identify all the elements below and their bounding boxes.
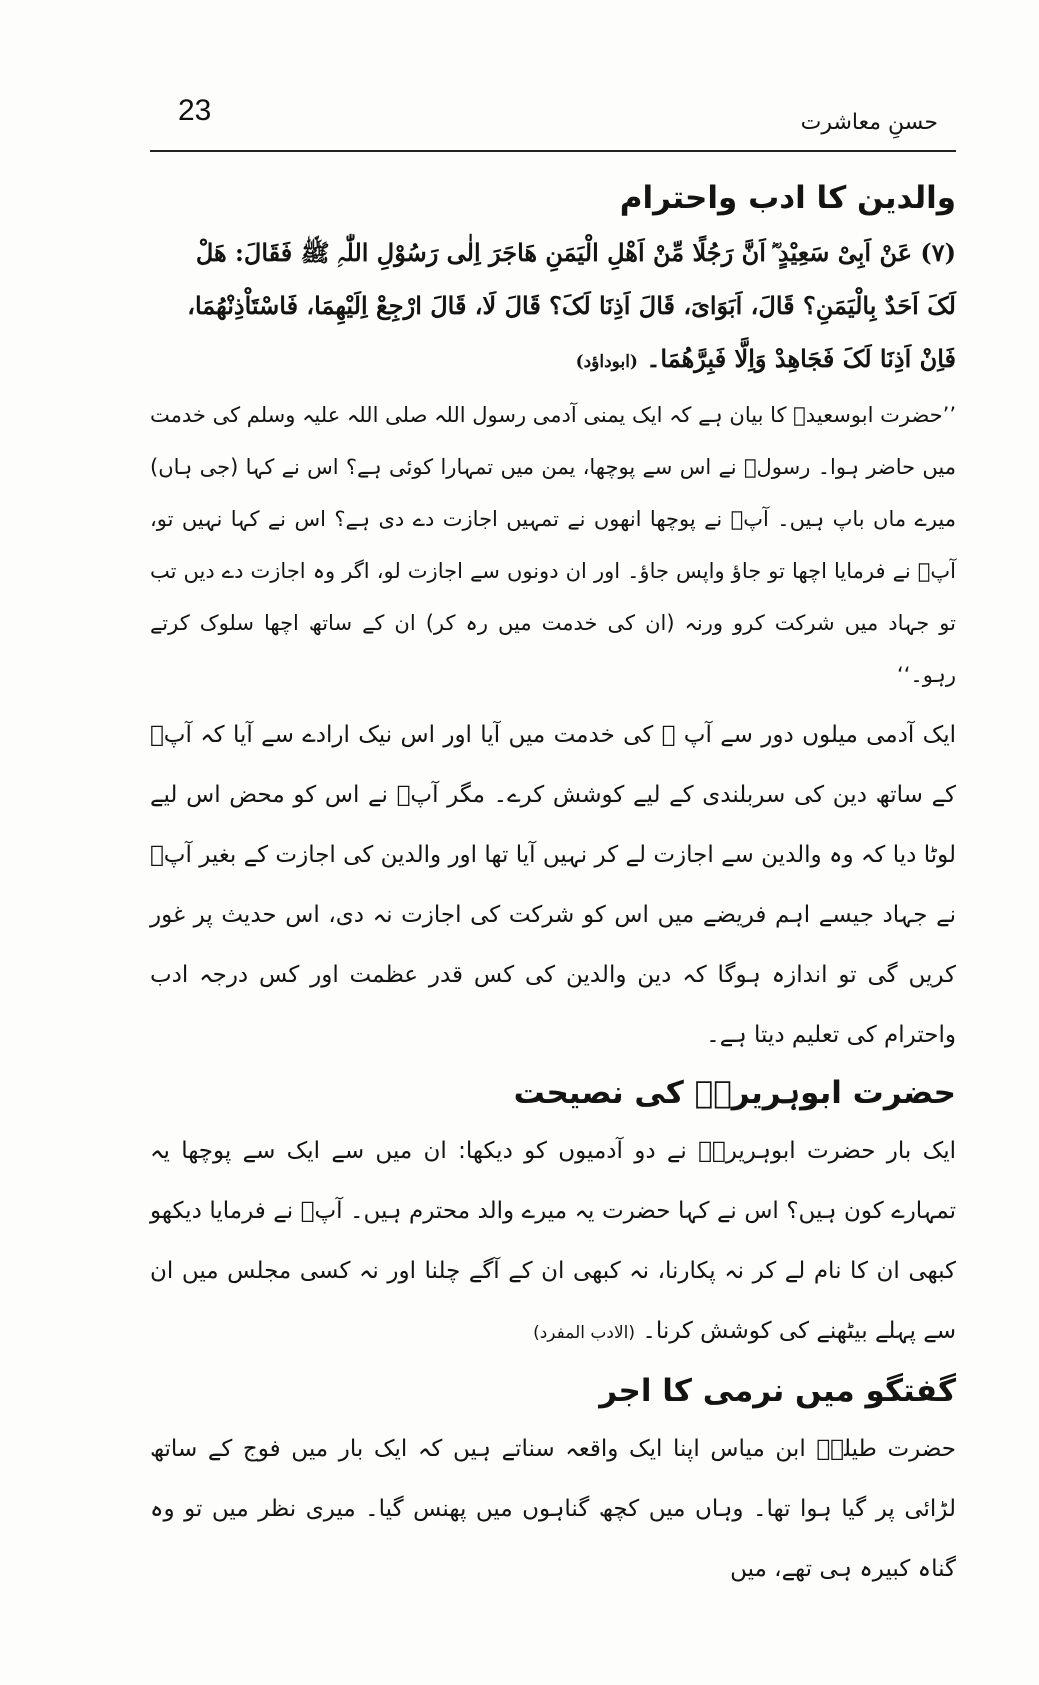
advice-text: ایک بار حضرت ابوہریرہؓ نے دو آدمیوں کو دیکھا: ان میں سے ایک سے پوچھا یہ تمہارے کون ہیں؟ اس نے کہا حضرت یہ میرے والد محترم ہیں۔ آپؐ نے فرمایا دیکھو کبھی ان کا نام لے کر نہ پکارنا، نہ کبھی ان کے آگے چلنا اور نہ کسی مجلس میں ان سے پہلے بیٹھنے کی کوشش کرنا۔ <box>150 1138 956 1344</box>
hadith-line-1: (۷) عَنْ اَبِیْ سَعِیْدٍ ؓ اَنَّ رَجُلًا مِّنْ اَھْلِ الْیَمَنِ ھَاجَرَ اِلٰی رَسُوْلِ اللّٰہِ ﷺ فَقَالَ: ھَلْ <box>195 238 956 267</box>
page-content <box>150 170 956 1599</box>
advice-reference: (الادب المفرد) <box>533 1323 636 1343</box>
hadith-reference: (ابوداؤد) <box>575 352 638 372</box>
section-heading-gentle-speech: گفتگو میں نرمی کا اجر <box>599 1373 956 1409</box>
gentle-speech-paragraph: حضرت طیلہؒ ابن میاس اپنا ایک واقعہ سناتے ہیں کہ ایک بار میں فوج کے ساتھ لڑائی پر گیا ہوا تھا۔ وہاں میں کچھ گناہوں میں پھنس گیا۔ میری نظر میں تو وہ گناہ کبیرہ ہی تھے، میں <box>150 1436 956 1582</box>
section-heading-parents-respect: والدین کا ادب واحترام <box>619 180 956 216</box>
hadith-line-3-text: فَاِنْ اَذِنَا لَکَ فَجَاھِدْ وَاِلَّا فَبِرَّھُمَا۔ <box>646 344 956 373</box>
page-number: 23 <box>178 94 212 127</box>
hadith-translation: ’’حضرت ابوسعیدؓ کا بیان ہے کہ ایک یمنی آدمی رسول اللہ صلی اللہ علیہ وسلم کی خدمت میں حاضر ہوا۔ رسولؐ نے اس سے پوچھا، یمن میں تمہارا کوئی ہے؟ اس نے کہا (جی ہاں) میرے ماں باپ ہیں۔ آپؐ نے پوچھا انھوں نے تمہیں اجازت دے دی ہے؟ اس نے کہا نہیں تو، آپؐ نے فرمایا اچھا تو جاؤ واپس جاؤ۔ اور ان دونوں سے اجازت لو، اگر وہ اجازت دے دیں تب تو جہاد میں شرکت کرو ورنہ (ان کی خدمت میں رہ کر) ان کے ساتھ اچھا سلوک کرتے رہو۔‘‘ <box>150 403 956 687</box>
hadith-line-2: لَکَ اَحَدٌ بِالْیَمَنِ؟ قَالَ، اَبَوَایَ، قَالَ اَذِنَا لَکَ؟ قَالَ لَا، قَالَ ارْجِعْ اِلَیْھِمَا، فَاسْتَاْذِنْھُمَا، <box>187 291 956 320</box>
header-rule <box>150 150 956 152</box>
page-header <box>150 88 956 152</box>
commentary-paragraph: ایک آدمی میلوں دور سے آپ ﷺ کی خدمت میں آیا اور اس نیک ارادے سے آیا کہ آپؐ کے ساتھ دین کی سربلندی کے لیے کوشش کرے۔ مگر آپؐ نے اس کو محض اس لیے لوٹا دیا کہ وہ والدین سے اجازت لے کر نہیں آیا تھا اور والدین کی اجازت کے بغیر آپؐ نے جہاد جیسے اہم فریضے میں اس کو شرکت کی اجازت نہ دی، اس حدیث پر غور کریں گی تو اندازہ ہوگا کہ دین والدین کی کس قدر عظمت اور کس درجہ ادب واحترام کی تعلیم دیتا ہے۔ <box>150 722 956 1048</box>
book-title: حسنِ معاشرت <box>800 110 938 135</box>
hadith-line-3 <box>150 332 956 389</box>
section-heading-abu-hurairah-advice: حضرت ابوہریرہؓ کی نصیحت <box>513 1075 956 1111</box>
advice-paragraph <box>150 1121 956 1363</box>
